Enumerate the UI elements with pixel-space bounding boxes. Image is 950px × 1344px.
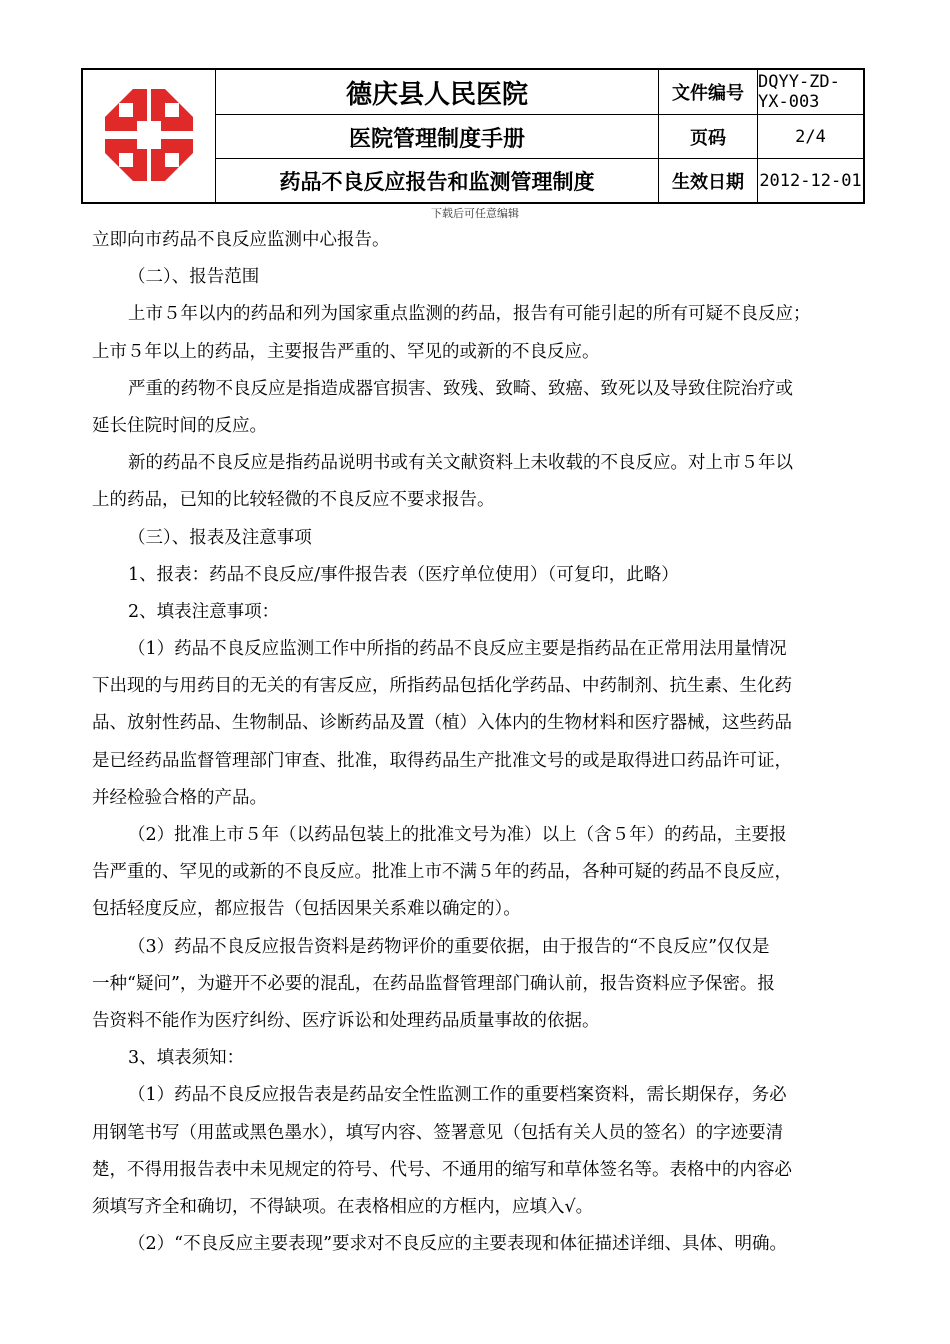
body-line: （1）药品不良反应报告表是药品安全性监测工作的重要档案资料，需长期保存，务必 — [128, 1085, 787, 1106]
body-line: 告严重的、罕见的或新的不良反应。批准上市不满５年的药品，各种可疑的药品不良反应， — [92, 862, 792, 883]
hospital-name: 德庆县人民医院 — [216, 70, 659, 114]
download-note: 下载后可任意编辑 — [431, 207, 519, 220]
header-row-hospital — [216, 70, 863, 114]
body-line: 上市５年以内的药品和列为国家重点监测的药品，报告有可能引起的所有可疑不良反应； — [128, 304, 811, 325]
body-line: 一种“疑问”，为避开不必要的混乱，在药品监督管理部门确认前，报告资料应予保密。报 — [92, 973, 775, 994]
page-label: 页码 — [659, 115, 758, 159]
page-value: 2/4 — [795, 127, 826, 147]
file-number-label: 文件编号 — [659, 70, 758, 114]
body-line: （2）“不良反应主要表现”要求对不良反应的主要表现和体征描述详细、具体、明确。 — [128, 1234, 788, 1255]
body-line: 品、放射性药品、生物制品、诊断药品及置（植）入体内的生物材料和医疗器械，这些药品 — [92, 713, 792, 734]
file-number-value: DQYY-ZD-YX-003 — [758, 72, 840, 112]
document-body — [92, 222, 882, 1263]
body-line: 告资料不能作为医疗纠纷、医疗诉讼和处理药品质量事故的依据。 — [92, 1010, 600, 1031]
body-line: 须填写齐全和确切，不得缺项。在表格相应的方框内，应填入√。 — [92, 1196, 594, 1217]
body-line: 用钢笔书写（用蓝或黑色墨水），填写内容、签署意见（包括有关人员的签名）的字迹要清 — [92, 1122, 784, 1143]
body-line: （2）批准上市５年（以药品包装上的批准文号为准）以上（含５年）的药品，主要报 — [128, 825, 787, 845]
body-line: 上市５年以上的药品，主要报告严重的、罕见的或新的不良反应。 — [92, 341, 600, 362]
policy-title: 药品不良反应报告和监测管理制度 — [216, 159, 659, 203]
body-line: 是已经药品监督管理部门审查、批准，取得药品生产批准文号的或是取得进口药品许可证， — [92, 750, 792, 771]
section-heading: 3、填表须知： — [128, 1048, 245, 1069]
body-line: 楚，不得用报告表中未见规定的符号、代号、不通用的缩写和草体签名等。表格中的内容必 — [92, 1159, 792, 1180]
document-header-table — [81, 68, 865, 204]
body-line: 立即向市药品不良反应监测中心报告。 — [92, 230, 390, 250]
header-row-manual — [216, 114, 863, 159]
body-line: 包括轻度反应，都应报告（包括因果关系难以确定的）。 — [92, 899, 521, 920]
section-heading: （三）、报表及注意事项 — [128, 527, 312, 548]
manual-title: 医院管理制度手册 — [216, 115, 659, 159]
effective-date-value: 2012-12-01 — [759, 171, 862, 191]
body-line: 新的药品不良反应是指药品说明书或有关文献资料上未收载的不良反应。对上市５年以 — [128, 453, 793, 474]
body-line: 延长住院时间的反应。 — [92, 415, 267, 436]
body-line: 上的药品，已知的比较轻微的不良反应不要求报告。 — [92, 490, 495, 511]
header-row-policy — [216, 158, 863, 203]
body-line: 下出现的与用药目的无关的有害反应，所指药品包括化学药品、中药制剂、抗生素、生化药 — [92, 676, 792, 697]
red-cross-logo-icon — [103, 87, 195, 183]
effective-date-label: 生效日期 — [659, 159, 758, 203]
body-line: 严重的药物不良反应是指造成器官损害、致残、致畸、致癌、致死以及导致住院治疗或 — [128, 378, 793, 399]
body-line: 并经检验合格的产品。 — [92, 787, 267, 808]
hospital-logo-cell — [83, 70, 216, 202]
section-heading: （二）、报告范围 — [128, 267, 260, 288]
body-line: 1、报表：药品不良反应/事件报告表（医疗单位使用）（可复印，此略） — [128, 564, 679, 585]
body-line: 2、填表注意事项： — [128, 601, 280, 622]
body-line: （1）药品不良反应监测工作中所指的药品不良反应主要是指药品在正常用法用量情况 — [128, 639, 787, 660]
body-line: （3）药品不良反应报告资料是药物评价的重要依据，由于报告的“不良反应”仅仅是 — [128, 936, 770, 957]
